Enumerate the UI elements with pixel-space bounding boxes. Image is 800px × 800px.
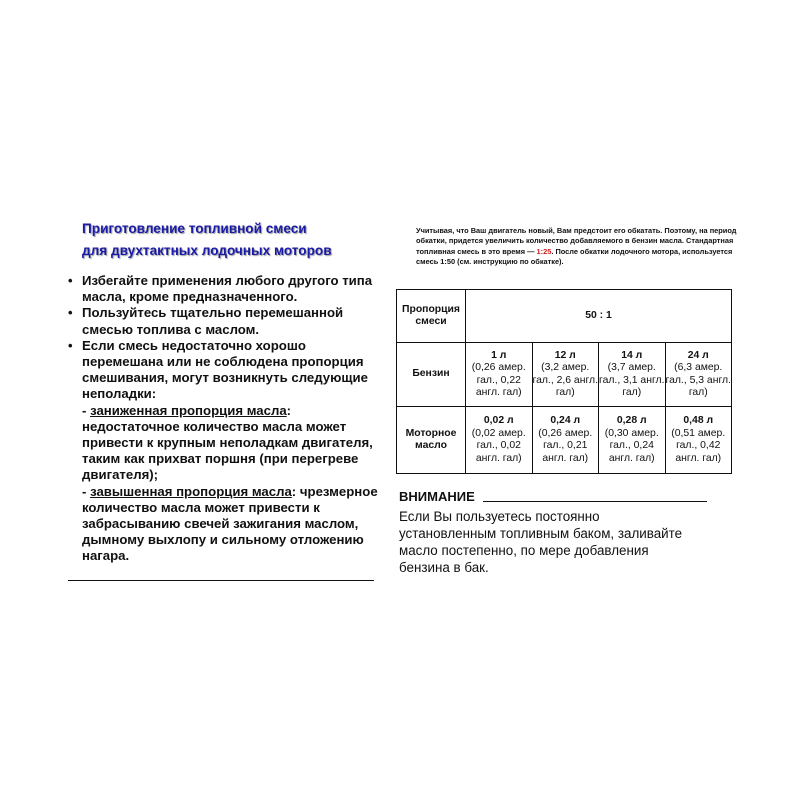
mix-ratio-header: Пропорция смеси	[397, 290, 466, 343]
warning-text: Если Вы пользуетесь постоянно установленным топливным баком, заливайте масло постепенно, по мере добавления бензина в бак.	[399, 509, 683, 575]
oil-volume: 0,48 л	[683, 415, 714, 426]
high-ratio-text: чрезмерное количество масла может привести к забрасыванию свечей зажигания маслом, дымному выхлопу и сильному отложению нагара.	[82, 483, 378, 564]
table-row	[397, 290, 732, 343]
bullet-item-problems	[66, 338, 378, 565]
note-part-1: Учитывая, что Ваш двигатель новый, Вам предстоит его обкатать. Поэтому, на период обкатки, придется увеличить количество добавляемого в бензин масла. Стандартная топливная смесь в это время —	[416, 226, 737, 256]
table-cell	[599, 343, 666, 407]
oil-volume: 0,02 л	[483, 415, 514, 426]
oil-volume: 0,24 л	[550, 415, 581, 426]
bullet-list	[66, 273, 378, 565]
gas-volume: 24 л	[687, 349, 709, 361]
oil-volume-detail: (0,51 амер. гал., 0,42 англ. гал)	[671, 427, 726, 464]
gas-volume-detail: (0,26 амер. гал., 0,22 англ. гал)	[471, 362, 526, 398]
warning-title: ВНИМАНИЕ	[399, 489, 475, 504]
table-cell	[532, 407, 599, 474]
oil-volume-detail: (0,26 амер. гал., 0,21 англ. гал)	[538, 427, 593, 464]
high-ratio-prefix: -	[82, 483, 91, 499]
gas-volume: 1 л	[491, 349, 507, 361]
table-cell	[466, 407, 533, 474]
page-title	[82, 218, 378, 262]
table-cell	[466, 343, 533, 407]
high-ratio-label: завышенная пропорция масла	[90, 483, 292, 499]
low-ratio-text: недостаточное количество масла может привести к крупным неполадкам двигателя, таким как прихват поршня (при перегреве двигателя);	[82, 418, 373, 483]
bullet-item: • Избегайте применения любого другого типа масла, кроме предназначенного.	[66, 273, 378, 305]
motor-oil-header: Моторное масло	[397, 407, 466, 474]
bullet-item: • Пользуйтесь тщательно перемешанной смесью топлива с маслом.	[66, 305, 378, 337]
table-cell	[599, 407, 666, 474]
note-part-2: . После обкатки лодочного мотора, используется смесь 1:50 (см. инструкцию по обкатке).	[416, 246, 733, 267]
gas-volume: 14 л	[621, 349, 643, 361]
table-row	[397, 343, 732, 407]
low-ratio-prefix: -	[82, 402, 91, 418]
problems-intro: Если смесь недостаточно хорошо перемешана или не соблюдена пропорция смешивания, могут возникнуть следующие неполадки:	[82, 337, 368, 402]
fuel-mix-instructions	[66, 218, 378, 565]
gas-volume-detail: (3,7 амер. гал., 3,1 англ. гал)	[599, 362, 665, 398]
gas-volume: 12 л	[554, 349, 576, 361]
high-ratio-colon: :	[291, 483, 297, 499]
gasoline-header: Бензин	[397, 343, 466, 407]
title-line-1: Приготовление топливной смеси	[82, 221, 307, 236]
break-in-note-block	[396, 226, 736, 268]
table-row	[397, 407, 732, 474]
oil-volume-detail: (0,30 амер. гал., 0,24 англ. гал)	[604, 427, 659, 464]
break-in-note	[416, 226, 746, 268]
mix-ratio-table	[396, 289, 732, 474]
low-ratio-colon: :	[286, 402, 292, 418]
oil-volume: 0,28 л	[616, 415, 647, 426]
divider	[68, 580, 374, 581]
mix-ratio-value: 50 : 1	[466, 290, 732, 343]
table-cell	[665, 343, 732, 407]
gas-volume-detail: (3,2 амер. гал., 2,6 англ. гал)	[532, 362, 598, 398]
warning-underline	[483, 501, 707, 502]
note-highlight: 1:25	[536, 246, 552, 256]
low-ratio-label: заниженная пропорция масла	[90, 402, 287, 418]
table-cell	[532, 343, 599, 407]
oil-volume-detail: (0,02 амер. гал., 0,02 англ. гал)	[471, 427, 526, 464]
title-line-2: для двухтактных лодочных моторов	[82, 243, 332, 258]
table-cell	[665, 407, 732, 474]
gas-volume-detail: (6,3 амер. гал., 5,3 англ. гал)	[665, 362, 731, 398]
